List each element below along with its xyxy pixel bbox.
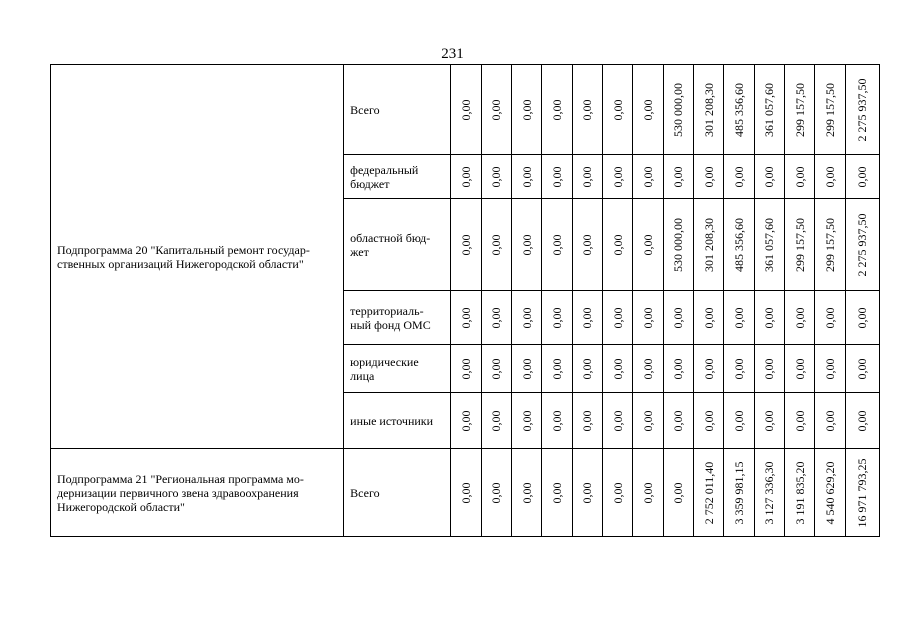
value-text: 4 540 629,20 <box>822 461 837 524</box>
value-text: 299 157,50 <box>792 217 807 272</box>
value-cell <box>572 393 602 449</box>
value-cell <box>724 393 754 449</box>
value-cell <box>693 291 723 345</box>
value-text: 2 752 011,40 <box>701 461 716 524</box>
value-cell <box>724 291 754 345</box>
value-cell <box>451 291 481 345</box>
value-text: 0,00 <box>792 410 807 431</box>
value-text: 0,00 <box>640 99 655 120</box>
value-text: 0,00 <box>519 99 534 120</box>
value-text: 0,00 <box>519 307 534 328</box>
value-cell <box>633 199 663 291</box>
value-text: 0,00 <box>580 482 595 503</box>
funding-source: областной бюд-жет <box>344 199 451 291</box>
value-text: 299 157,50 <box>822 217 837 272</box>
value-cell <box>572 65 602 155</box>
value-text: 0,00 <box>549 358 564 379</box>
value-cell <box>602 65 632 155</box>
value-text: 0,00 <box>610 482 625 503</box>
value-cell <box>693 65 723 155</box>
value-cell <box>542 449 572 537</box>
value-cell <box>663 345 693 393</box>
value-cell <box>784 449 814 537</box>
value-text: 0,00 <box>792 358 807 379</box>
funding-source: федеральный бюджет <box>344 155 451 199</box>
value-text: 0,00 <box>701 358 716 379</box>
value-cell <box>633 449 663 537</box>
value-cell <box>754 449 784 537</box>
value-text: 0,00 <box>610 307 625 328</box>
value-cell <box>542 345 572 393</box>
value-cell <box>815 449 845 537</box>
value-text: 0,00 <box>855 166 870 187</box>
value-text: 0,00 <box>640 307 655 328</box>
value-text: 3 191 835,20 <box>792 461 807 524</box>
value-text: 530 000,00 <box>671 82 686 137</box>
value-text: 0,00 <box>489 99 504 120</box>
budget-table <box>50 64 880 537</box>
value-text: 0,00 <box>458 99 473 120</box>
value-text: 0,00 <box>549 410 564 431</box>
value-cell <box>815 393 845 449</box>
value-text: 299 157,50 <box>792 82 807 137</box>
value-cell <box>754 291 784 345</box>
value-cell <box>481 155 511 199</box>
value-cell <box>633 291 663 345</box>
value-cell <box>511 291 541 345</box>
value-cell <box>511 345 541 393</box>
value-text: 0,00 <box>640 482 655 503</box>
value-cell <box>481 449 511 537</box>
value-cell <box>724 345 754 393</box>
value-text: 0,00 <box>519 358 534 379</box>
value-text: 0,00 <box>822 358 837 379</box>
value-text: 3 359 981,15 <box>731 461 746 524</box>
value-text: 0,00 <box>762 358 777 379</box>
value-text: 0,00 <box>458 482 473 503</box>
value-cell <box>663 393 693 449</box>
value-cell <box>845 65 879 155</box>
value-text: 0,00 <box>701 166 716 187</box>
value-text: 3 127 336,30 <box>762 461 777 524</box>
value-cell <box>451 199 481 291</box>
value-cell <box>693 345 723 393</box>
value-cell <box>633 155 663 199</box>
funding-source: юридические лица <box>344 345 451 393</box>
value-text: 0,00 <box>731 358 746 379</box>
value-text: 0,00 <box>640 410 655 431</box>
value-cell <box>511 155 541 199</box>
value-cell <box>572 199 602 291</box>
value-cell <box>663 65 693 155</box>
value-cell <box>451 65 481 155</box>
value-text: 0,00 <box>671 358 686 379</box>
value-text: 0,00 <box>549 99 564 120</box>
value-cell <box>784 65 814 155</box>
value-cell <box>845 199 879 291</box>
value-cell <box>845 155 879 199</box>
value-cell <box>845 449 879 537</box>
value-cell <box>633 65 663 155</box>
subprogram-title: Подпрограмма 20 "Капитальный ремонт государ-ственных организаций Нижегородской области" <box>51 65 344 449</box>
value-text: 0,00 <box>610 358 625 379</box>
value-cell <box>784 393 814 449</box>
value-cell <box>784 345 814 393</box>
value-text: 0,00 <box>762 166 777 187</box>
value-text: 0,00 <box>701 410 716 431</box>
value-cell <box>602 345 632 393</box>
value-cell <box>724 199 754 291</box>
value-cell <box>845 291 879 345</box>
value-text: 0,00 <box>489 307 504 328</box>
value-cell <box>542 393 572 449</box>
value-cell <box>663 155 693 199</box>
value-cell <box>511 65 541 155</box>
value-text: 301 208,30 <box>701 217 716 272</box>
value-text: 2 275 937,50 <box>855 78 870 141</box>
value-text: 299 157,50 <box>822 82 837 137</box>
value-cell <box>542 155 572 199</box>
value-cell <box>724 449 754 537</box>
value-cell <box>511 199 541 291</box>
value-text: 0,00 <box>822 410 837 431</box>
value-text: 0,00 <box>580 358 595 379</box>
value-cell <box>663 199 693 291</box>
value-cell <box>693 449 723 537</box>
value-cell <box>784 199 814 291</box>
value-text: 0,00 <box>549 166 564 187</box>
value-cell <box>815 155 845 199</box>
value-text: 0,00 <box>549 307 564 328</box>
value-cell <box>784 291 814 345</box>
value-text: 0,00 <box>640 166 655 187</box>
value-cell <box>572 291 602 345</box>
value-text: 0,00 <box>855 307 870 328</box>
value-cell <box>724 155 754 199</box>
value-cell <box>602 449 632 537</box>
value-text: 0,00 <box>610 410 625 431</box>
value-cell <box>724 65 754 155</box>
value-cell <box>663 449 693 537</box>
value-text: 0,00 <box>731 410 746 431</box>
value-cell <box>693 393 723 449</box>
value-cell <box>602 291 632 345</box>
value-cell <box>815 291 845 345</box>
value-cell <box>754 345 784 393</box>
value-cell <box>754 155 784 199</box>
value-text: 0,00 <box>519 482 534 503</box>
value-text: 0,00 <box>822 166 837 187</box>
value-text: 0,00 <box>549 482 564 503</box>
value-text: 0,00 <box>855 358 870 379</box>
value-cell <box>481 199 511 291</box>
value-cell <box>693 199 723 291</box>
value-text: 0,00 <box>489 234 504 255</box>
value-text: 0,00 <box>580 234 595 255</box>
value-cell <box>572 345 602 393</box>
value-cell <box>633 393 663 449</box>
value-cell <box>511 449 541 537</box>
value-text: 0,00 <box>489 482 504 503</box>
value-cell <box>572 155 602 199</box>
value-text: 0,00 <box>792 307 807 328</box>
value-text: 0,00 <box>580 99 595 120</box>
value-cell <box>845 345 879 393</box>
value-cell <box>845 393 879 449</box>
value-text: 0,00 <box>855 410 870 431</box>
value-text: 361 057,60 <box>762 217 777 272</box>
value-text: 0,00 <box>701 307 716 328</box>
value-text: 485 356,60 <box>731 82 746 137</box>
value-text: 0,00 <box>458 166 473 187</box>
value-text: 0,00 <box>610 166 625 187</box>
subprogram-title: Подпрограмма 21 "Региональная программа мо-дернизации первичного звена здравоохранения Нижегородской области" <box>51 449 344 537</box>
value-text: 0,00 <box>519 410 534 431</box>
value-cell <box>481 345 511 393</box>
value-cell <box>572 449 602 537</box>
value-text: 0,00 <box>671 410 686 431</box>
value-text: 0,00 <box>731 166 746 187</box>
value-cell <box>602 155 632 199</box>
value-text: 16 971 793,25 <box>855 458 870 527</box>
value-cell <box>451 449 481 537</box>
value-cell <box>663 291 693 345</box>
value-cell <box>451 155 481 199</box>
value-cell <box>451 345 481 393</box>
value-cell <box>542 65 572 155</box>
value-cell <box>815 199 845 291</box>
funding-source: территориаль-ный фонд ОМС <box>344 291 451 345</box>
value-text: 485 356,60 <box>731 217 746 272</box>
table-row <box>51 65 880 155</box>
table-row <box>51 449 880 537</box>
value-cell <box>451 393 481 449</box>
value-text: 0,00 <box>822 307 837 328</box>
value-text: 530 000,00 <box>671 217 686 272</box>
value-text: 0,00 <box>519 234 534 255</box>
value-cell <box>542 199 572 291</box>
value-text: 0,00 <box>458 358 473 379</box>
value-text: 0,00 <box>731 307 746 328</box>
value-cell <box>754 393 784 449</box>
value-cell <box>754 199 784 291</box>
value-cell <box>602 199 632 291</box>
value-text: 0,00 <box>640 358 655 379</box>
value-text: 0,00 <box>610 99 625 120</box>
value-cell <box>693 155 723 199</box>
value-text: 0,00 <box>458 410 473 431</box>
value-text: 0,00 <box>671 307 686 328</box>
value-cell <box>481 65 511 155</box>
value-text: 0,00 <box>580 410 595 431</box>
funding-source: Всего <box>344 449 451 537</box>
value-text: 2 275 937,50 <box>855 213 870 276</box>
value-text: 0,00 <box>762 410 777 431</box>
value-text: 0,00 <box>489 358 504 379</box>
value-text: 0,00 <box>671 166 686 187</box>
value-text: 0,00 <box>549 234 564 255</box>
value-cell <box>602 393 632 449</box>
value-text: 0,00 <box>458 307 473 328</box>
value-text: 0,00 <box>519 166 534 187</box>
value-text: 0,00 <box>458 234 473 255</box>
value-text: 0,00 <box>762 307 777 328</box>
value-cell <box>815 345 845 393</box>
value-cell <box>754 65 784 155</box>
value-text: 0,00 <box>489 166 504 187</box>
funding-source: Всего <box>344 65 451 155</box>
value-text: 0,00 <box>580 166 595 187</box>
value-cell <box>542 291 572 345</box>
value-cell <box>511 393 541 449</box>
value-text: 0,00 <box>580 307 595 328</box>
value-cell <box>784 155 814 199</box>
value-text: 0,00 <box>610 234 625 255</box>
value-text: 0,00 <box>792 166 807 187</box>
value-text: 301 208,30 <box>701 82 716 137</box>
value-cell <box>633 345 663 393</box>
value-cell <box>481 291 511 345</box>
funding-source: иные источники <box>344 393 451 449</box>
value-text: 0,00 <box>489 410 504 431</box>
value-text: 361 057,60 <box>762 82 777 137</box>
page-number: 231 <box>441 46 464 62</box>
value-text: 0,00 <box>640 234 655 255</box>
value-text: 0,00 <box>671 482 686 503</box>
value-cell <box>815 65 845 155</box>
value-cell <box>481 393 511 449</box>
